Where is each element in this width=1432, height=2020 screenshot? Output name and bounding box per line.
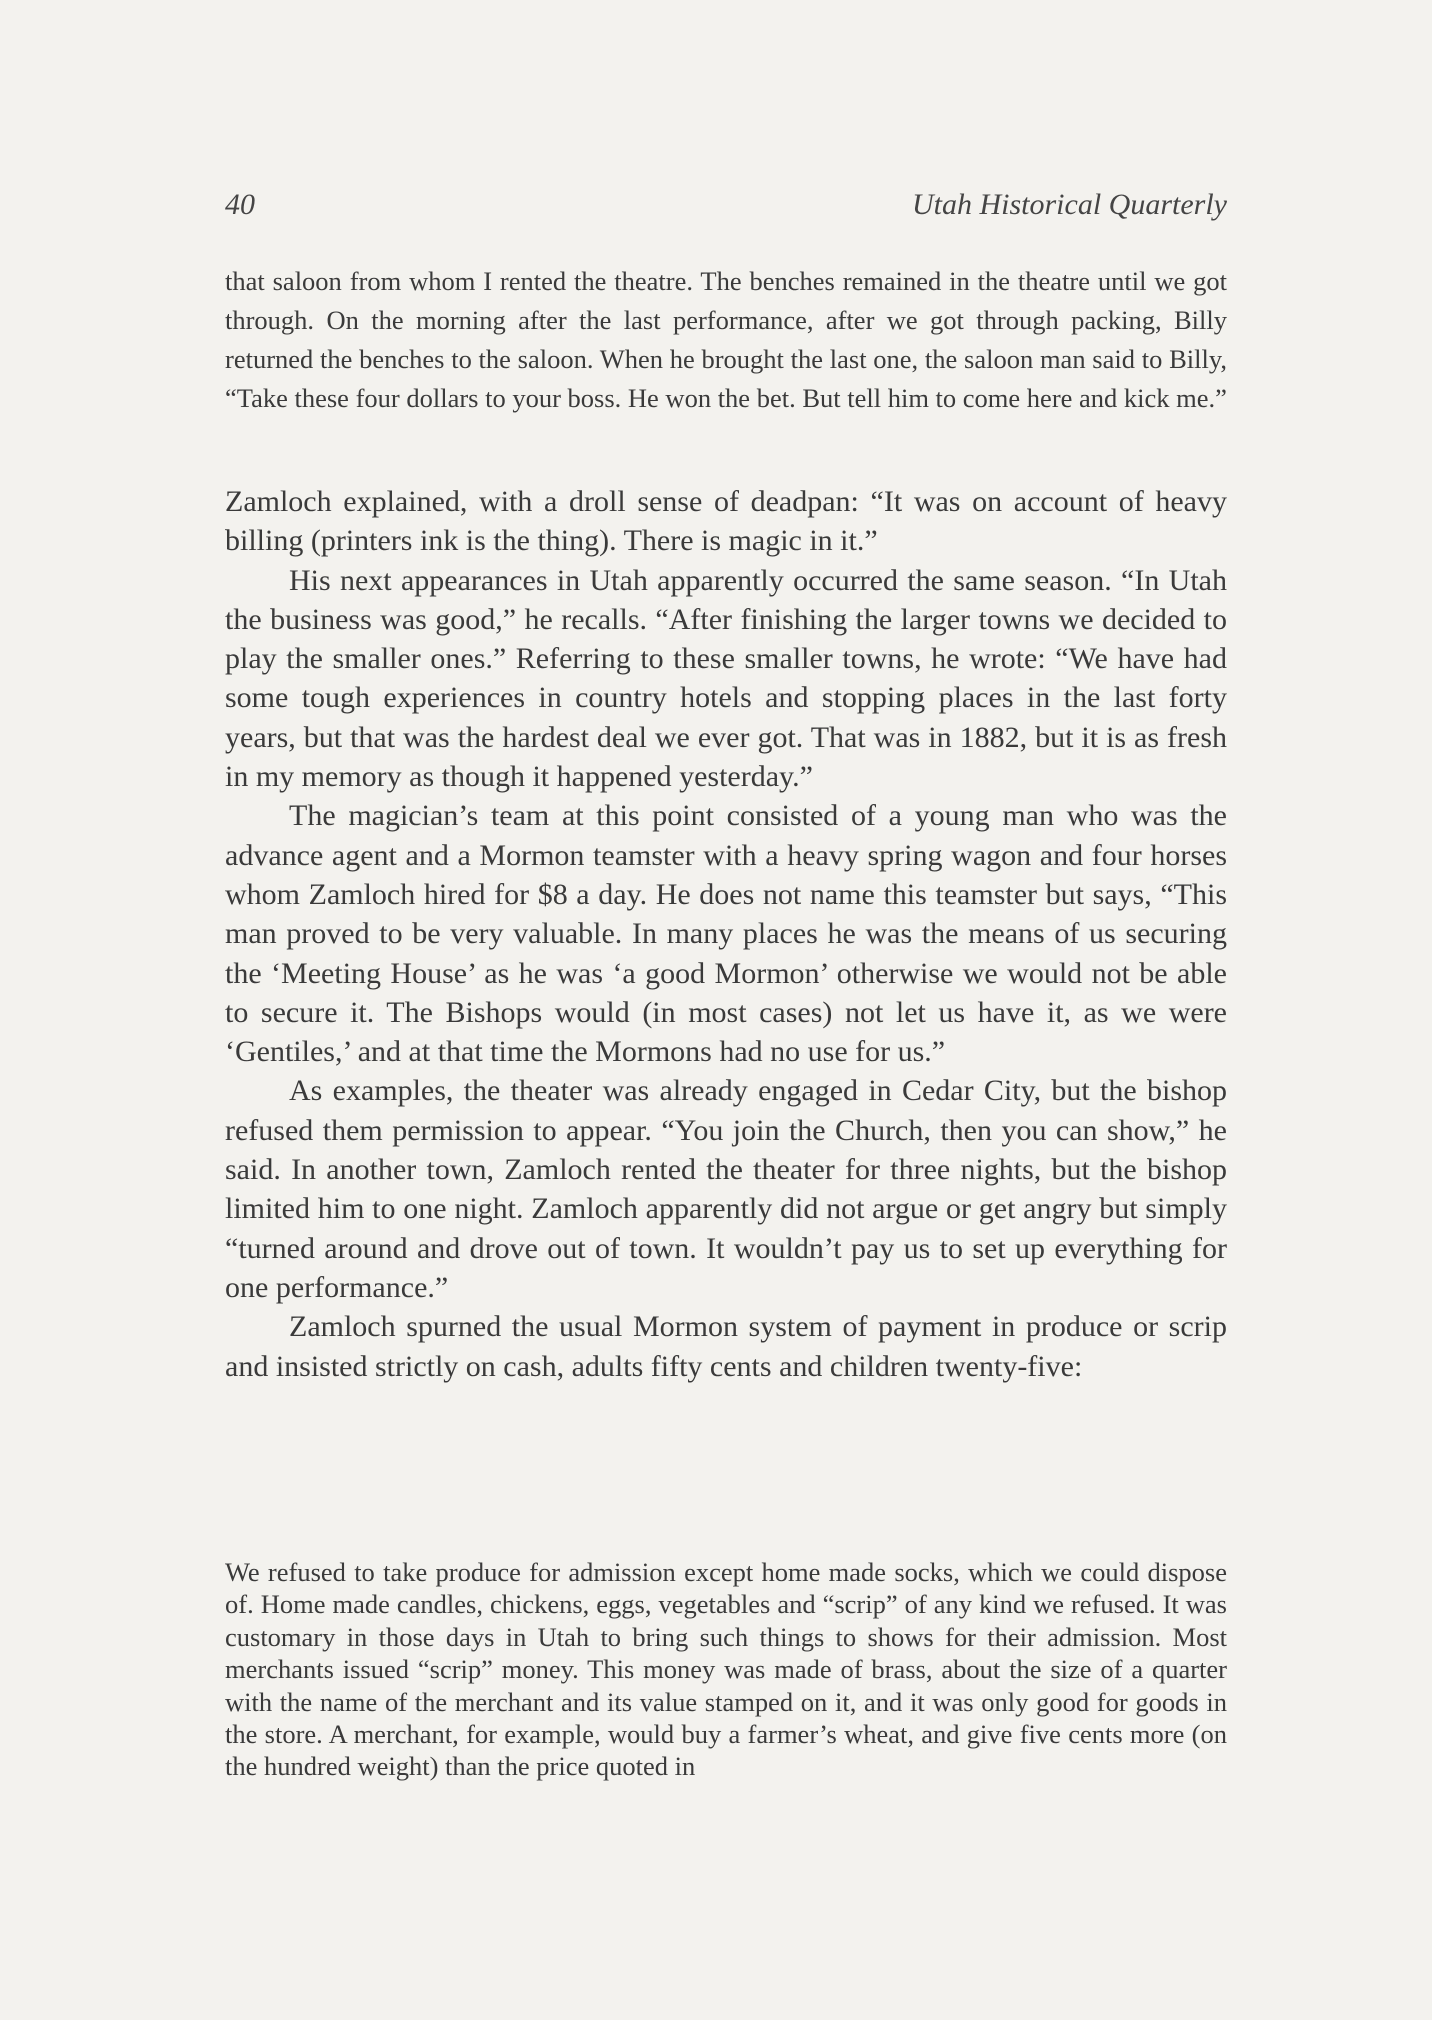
page-number: 40 [225, 188, 255, 221]
body-text [225, 482, 1227, 1386]
body-paragraph: As examples, the theater was already engaged in Cedar City, but the bishop refused them permission to appear. “You join the Church, then you can show,” he said. In another town, Zamloch rented the theater for three nights, but the bishop limited him to one night. Zamloch apparently did not argue or get angry but simply “turned around and drove out of town. It wouldn’t pay us to set up everything for one performance.” [225, 1074, 1227, 1304]
block-quote-continued [225, 262, 1227, 418]
running-title: Utah Historical Quarterly [912, 188, 1227, 221]
body-paragraph: His next appearances in Utah apparently occurred the same season. “In Utah the business was good,” he recalls. “After finishing the larger towns we decided to play the smaller ones.” Referring to these smaller towns, he wrote: “We have had some tough experiences in country hotels and stopping places in the last forty years, but that was the hardest deal we ever got. That was in 1882, but it is as fresh in my memory as though it happened yesterday.” [225, 563, 1227, 794]
body-paragraph: Zamloch spurned the usual Mormon system of payment in produce or scrip and insisted strictly on cash, adults fifty cents and children twenty-five: [225, 1310, 1227, 1383]
body-paragraph: The magician’s team at this point consisted of a young man who was the advance agent and a Mormon teamster with a heavy spring wagon and four horses whom Zamloch hired for $8 a day. He does not name this teamster but says, “This man proved to be very valuable. In many places he was the means of us securing the ‘Meeting House’ as he was ‘a good Mormon’ otherwise we would not be able to secure it. The Bishops would (in most cases) not let us have it, as we were ‘Gentiles,’ and at that time the Mormons had no use for us.” [225, 799, 1227, 1069]
body-paragraph: Zamloch explained, with a droll sense of deadpan: “It was on account of heavy billing (printers ink is the thing). There is magic in it.” [225, 485, 1227, 558]
page-header [225, 188, 1227, 232]
block-quote [225, 1556, 1227, 1783]
quote-paragraph: that saloon from whom I rented the theatre. The benches remained in the theatre until we got through. On the morning after the last performance, after we got through packing, Billy returned the benches to the saloon. When he brought the last one, the saloon man said to Billy, “Take these four dollars to your boss. He won the bet. But tell him to come here and kick me.” [225, 266, 1227, 413]
quote-paragraph: We refused to take produce for admission except home made socks, which we could dispose of. Home made candles, chickens, eggs, vegetables and “scrip” of any kind we refused. It was customary in those days in Utah to bring such things to shows for their admission. Most merchants issued “scrip” money. This money was made of brass, about the size of a quarter with the name of the merchant and its value stamped on it, and it was only good for goods in the store. A merchant, for example, would buy a farmer’s wheat, and give five cents more (on the hundred weight) than the price quoted in [225, 1557, 1227, 1782]
